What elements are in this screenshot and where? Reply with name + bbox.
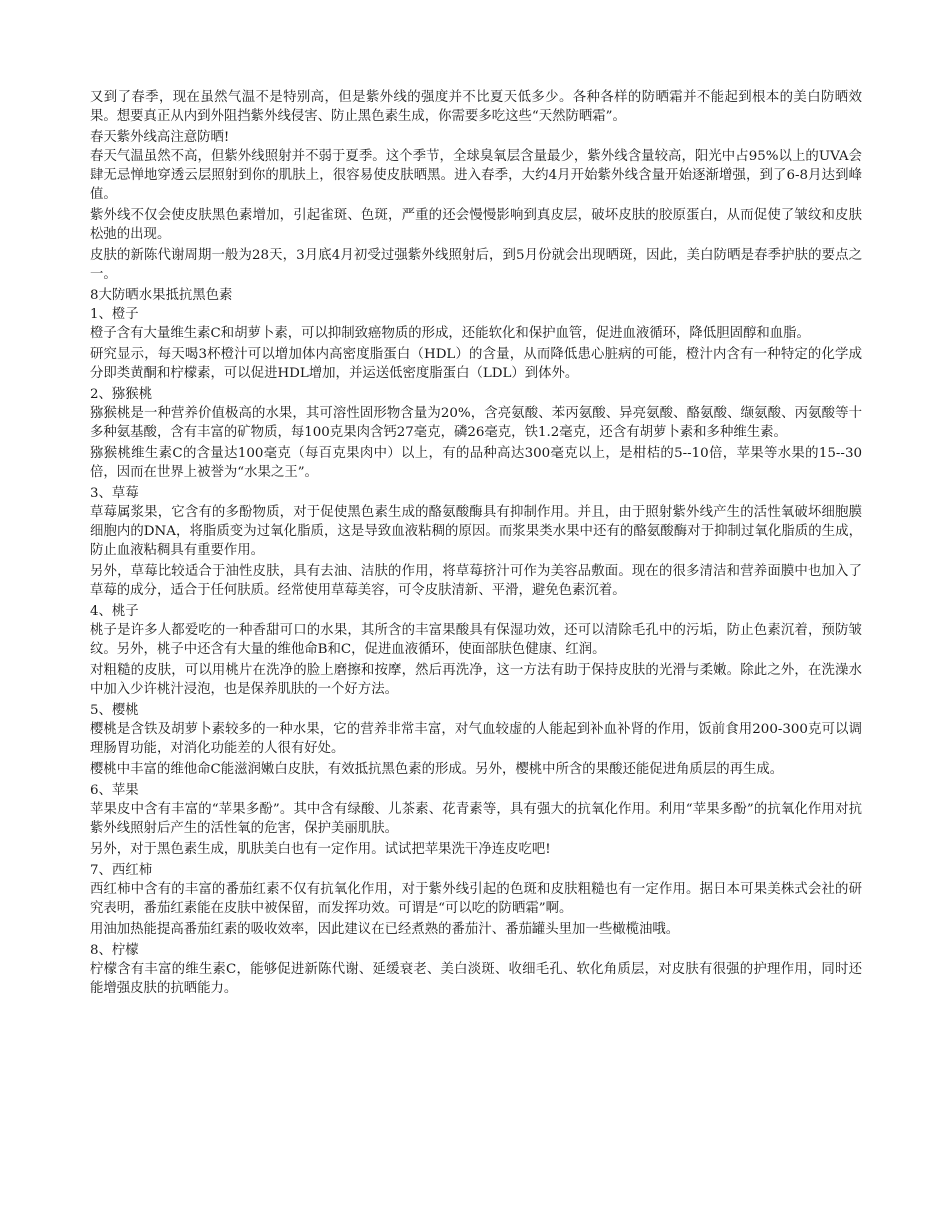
paragraph: 苹果皮中含有丰富的“苹果多酚”。其中含有绿酸、儿茶素、花青素等，具有强大的抗氧化作用。利用“苹果多酚”的抗氧化作用对抗紫外线照射后产生的活性氧的危害，保护美丽肌肤。	[90, 802, 862, 836]
paragraph: 橙子含有大量维生素C和胡萝卜素，可以抑制致癌物质的形成，还能软化和保护血管，促进血液循环，降低胆固醇和血脂。	[90, 326, 810, 341]
fruit-heading-lemon: 8、柠檬	[90, 943, 139, 958]
fruit-heading-kiwi: 2、猕猴桃	[90, 387, 153, 402]
paragraph: 春天气温虽然不高，但紫外线照射并不弱于夏季。这个季节，全球臭氧层含量最少，紫外线含量较高，阳光中占95%以上的UVA会肆无忌惮地穿透云层照射到你的肌肤上，很容易使皮肤晒黑。进入春季，大约4月开始紫外线含量开始逐渐增强，到了6-8月达到峰值。	[90, 149, 862, 202]
intro-paragraph: 又到了春季，现在虽然气温不是特别高，但是紫外线的强度并不比夏天低多少。各种各样的防晒霜并不能起到根本的美白防晒效果。想要真正从内到外阻挡紫外线侵害、防止黑色素生成，你需要多吃这些“天然防晒霜”。	[90, 90, 862, 124]
fruit-heading-tomato: 7、西红柿	[90, 863, 153, 878]
section-heading: 8大防晒水果抵抗黑色素	[90, 288, 233, 303]
fruit-heading-orange: 1、橙子	[90, 307, 139, 322]
fruit-heading-apple: 6、苹果	[90, 783, 139, 798]
paragraph: 猕猴桃维生素C的含量达100毫克（每百克果肉中）以上，有的品种高达300毫克以上，是柑桔的5--10倍，苹果等水果的15--30倍，因而在世界上被誉为“水果之王”。	[90, 446, 862, 480]
paragraph: 樱桃是含铁及胡萝卜素较多的一种水果，它的营养非常丰富，对气血较虚的人能起到补血补肾的作用，饭前食用200-300克可以调理肠胃功能，对消化功能差的人很有好处。	[90, 722, 862, 756]
paragraph: 研究显示，每天喝3杯橙汁可以增加体内高密度脂蛋白（HDL）的含量，从而降低患心脏病的可能，橙汁内含有一种特定的化学成分即类黄酮和柠檬素，可以促进HDL增加，并运送低密度脂蛋白（LDL）到体外。	[90, 347, 862, 381]
paragraph: 樱桃中丰富的维他命C能滋润嫩白皮肤，有效抵抗黑色素的形成。另外，樱桃中所含的果酸还能促进角质层的再生成。	[90, 762, 784, 777]
paragraph: 另外，草莓比较适合于油性皮肤，具有去油、洁肤的作用，将草莓挤汁可作为美容品敷面。现在的很多清洁和营养面膜中也加入了草莓的成分，适合于任何肤质。经常使用草莓美容，可令皮肤清新、平滑，避免色素沉着。	[90, 564, 862, 598]
article-body	[90, 88, 862, 1000]
fruit-heading-peach: 4、桃子	[90, 604, 139, 619]
paragraph: 皮肤的新陈代谢周期一般为28天，3月底4月初受过强紫外线照射后，到5月份就会出现晒斑，因此，美白防晒是春季护肤的要点之一。	[90, 248, 862, 282]
fruit-heading-strawberry: 3、草莓	[90, 486, 139, 501]
fruit-heading-cherry: 5、樱桃	[90, 703, 139, 718]
paragraph: 另外，对于黑色素生成，肌肤美白也有一定作用。试试把苹果洗干净连皮吃吧!	[90, 842, 551, 857]
paragraph: 紫外线不仅会使皮肤黑色素增加，引起雀斑、色斑，严重的还会慢慢影响到真皮层，破坏皮肤的胶原蛋白，从而促使了皱纹和皮肤松弛的出现。	[90, 208, 862, 242]
paragraph: 猕猴桃是一种营养价值极高的水果，其可溶性固形物含量为20%，含亮氨酸、苯丙氨酸、异亮氨酸、酪氨酸、缬氨酸、丙氨酸等十多种氨基酸，含有丰富的矿物质，每100克果肉含钙27毫克，磷26毫克，铁1.2毫克，还含有胡萝卜素和多种维生素。	[90, 406, 862, 440]
paragraph: 桃子是许多人都爱吃的一种香甜可口的水果，其所含的丰富果酸具有保湿功效，还可以清除毛孔中的污垢，防止色素沉着，预防皱纹。另外，桃子中还含有大量的维他命B和C，促进血液循环，使面部肤色健康、红润。	[90, 623, 862, 657]
paragraph: 柠檬含有丰富的维生素C，能够促进新陈代谢、延缓衰老、美白淡斑、收细毛孔、软化角质层，对皮肤有很强的护理作用，同时还能增强皮肤的抗晒能力。	[90, 962, 862, 996]
paragraph: 对粗糙的皮肤，可以用桃片在洗净的脸上磨擦和按摩，然后再洗净，这一方法有助于保持皮肤的光滑与柔嫩。除此之外，在洗澡水中加入少许桃汁浸泡，也是保养肌肤的一个好方法。	[90, 663, 862, 697]
paragraph: 西红柿中含有的丰富的番茄红素不仅有抗氧化作用，对于紫外线引起的色斑和皮肤粗糙也有一定作用。据日本可果美株式会社的研究表明，番茄红素能在皮肤中被保留，而发挥功效。可谓是“可以吃的防晒霜”啊。	[90, 882, 862, 916]
subheading-spring-uv: 春天紫外线高注意防晒!	[90, 130, 230, 145]
paragraph: 草莓属浆果，它含有的多酚物质，对于促使黑色素生成的酪氨酸酶具有抑制作用。并且，由于照射紫外线产生的活性氧破坏细胞膜细胞内的DNA，将脂质变为过氧化脂质，这是导致血液粘稠的原因。而浆果类水果中还有的酪氨酸酶对于抑制过氧化脂质的生成，防止血液粘稠具有重要作用。	[90, 505, 862, 558]
paragraph: 用油加热能提高番茄红素的吸收效率，因此建议在已经煮熟的番茄汁、番茄罐头里加一些橄榄油哦。	[90, 922, 680, 937]
